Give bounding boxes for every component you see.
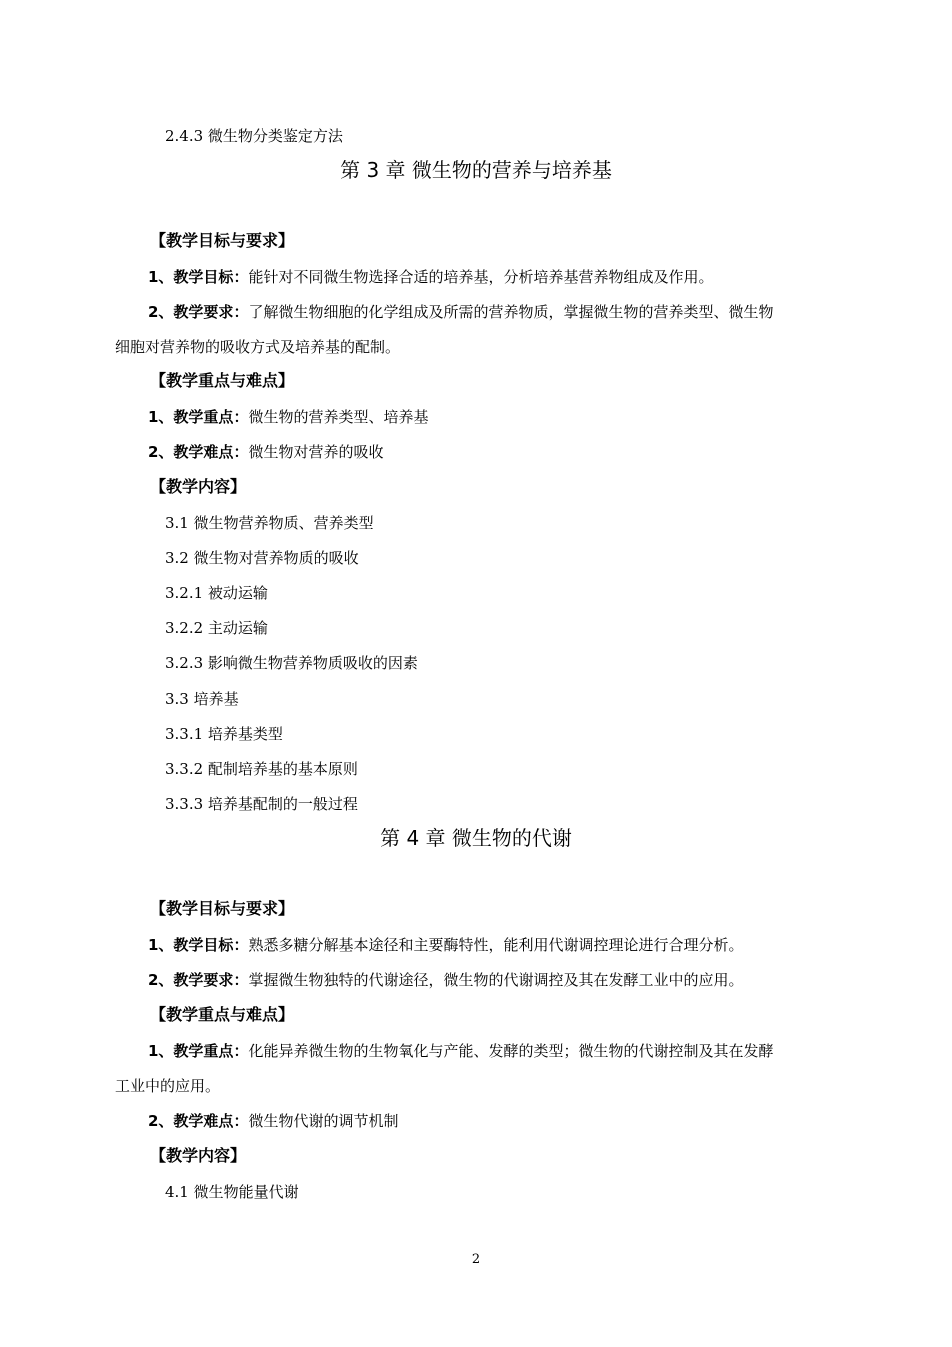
ch4-goal-2 [148,970,743,990]
ch3-content-item: 3.3 培养基 [165,690,239,708]
ch4-key-heading: 【教学重点与难点】 [150,1005,295,1024]
ch3-goal-2-label: 2、教学要求： [148,303,249,321]
toc-item: 2.4.3 微生物分类鉴定方法 [165,127,343,145]
ch4-goal-2-text: 掌握微生物独特的代谢途径，微生物的代谢调控及其在发酵工业中的应用。 [248,971,744,989]
ch4-key-2-text: 微生物代谢的调节机制 [248,1112,399,1130]
ch4-content-item: 4.1 微生物能量代谢 [165,1183,299,1201]
ch4-key-1-label: 1、教学重点： [148,1042,249,1060]
ch3-content-heading: 【教学内容】 [150,477,247,496]
ch3-content-item: 3.2.1 被动运输 [165,584,268,602]
ch3-key-1-text: 微生物的营养类型、培养基 [248,408,429,426]
ch3-content-item: 3.2.2 主动运输 [165,619,268,637]
chapter-4-title: 第 4 章 微生物的代谢 [380,826,572,850]
ch3-key-2-label: 2、教学难点： [148,443,249,461]
ch3-content-item: 3.2.3 影响微生物营养物质吸收的因素 [165,654,418,672]
ch3-goal-2-continued: 细胞对营养物的吸收方式及培养基的配制。 [115,338,401,356]
ch4-goals-heading: 【教学目标与要求】 [150,899,295,918]
ch4-key-2 [148,1111,398,1131]
ch3-content-item: 3.3.1 培养基类型 [165,725,283,743]
ch3-key-1-label: 1、教学重点： [148,408,249,426]
ch3-content-item: 3.3.2 配制培养基的基本原则 [165,760,358,778]
chapter-3-title: 第 3 章 微生物的营养与培养基 [340,158,612,182]
ch3-content-item: 3.1 微生物营养物质、营养类型 [165,514,374,532]
ch4-goal-1-text: 熟悉多糖分解基本途径和主要酶特性，能利用代谢调控理论进行合理分析。 [248,936,744,954]
ch3-goal-1 [148,267,713,287]
ch3-goals-heading: 【教学目标与要求】 [150,231,295,250]
ch3-goal-2-text: 了解微生物细胞的化学组成及所需的营养物质，掌握微生物的营养类型、微生物 [248,303,774,321]
ch4-goal-1-label: 1、教学目标： [148,936,249,954]
ch4-key-1-text: 化能异养微生物的生物氧化与产能、发酵的类型；微生物的代谢控制及其在发酵 [248,1042,774,1060]
page-number: 2 [471,1252,481,1267]
ch4-key-2-label: 2、教学难点： [148,1112,249,1130]
ch4-goal-2-label: 2、教学要求： [148,971,249,989]
ch3-goal-1-label: 1、教学目标： [148,268,249,286]
ch3-key-2 [148,442,383,462]
ch3-key-1 [148,407,428,427]
ch3-content-item: 3.3.3 培养基配制的一般过程 [165,795,358,813]
ch4-goal-1 [148,935,743,955]
ch3-content-item: 3.2 微生物对营养物质的吸收 [165,549,359,567]
ch3-goal-2 [148,302,773,322]
ch3-key-2-text: 微生物对营养的吸收 [248,443,384,461]
ch4-content-heading: 【教学内容】 [150,1146,247,1165]
ch4-key-1-continued: 工业中的应用。 [115,1077,221,1095]
ch3-key-heading: 【教学重点与难点】 [150,371,295,390]
ch3-goal-1-text: 能针对不同微生物选择合适的培养基，分析培养基营养物组成及作用。 [248,268,714,286]
ch4-key-1 [148,1041,773,1061]
